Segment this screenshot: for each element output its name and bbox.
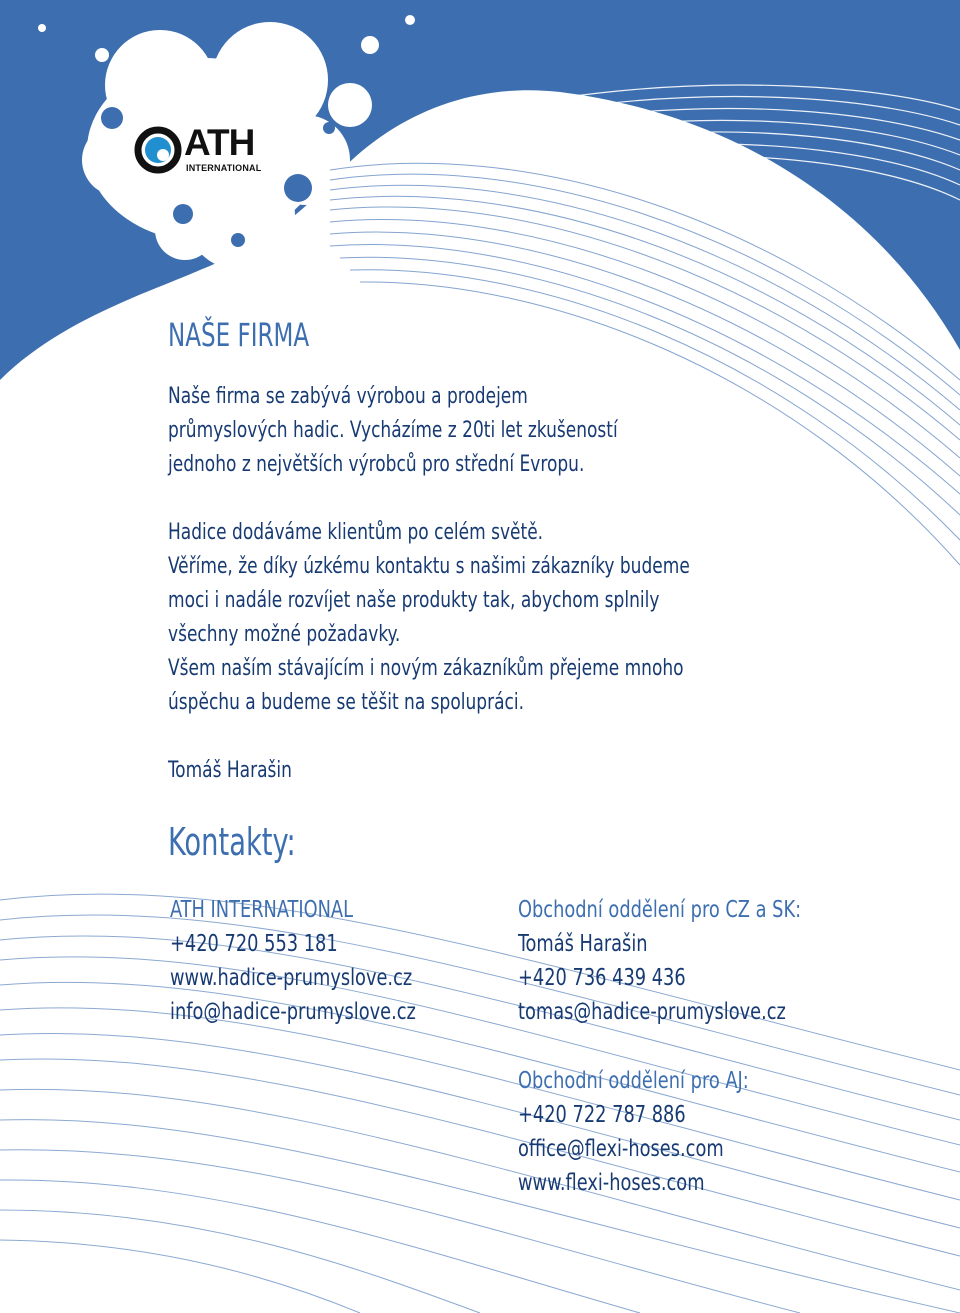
section-title: NAŠE FIRMA	[168, 316, 310, 354]
intro-line: průmyslových hadic. Vycházíme z 20ti let zkušeností	[168, 418, 618, 443]
sales-aj-phone[interactable]: +420 722 787 886	[518, 1102, 686, 1128]
body-line: úspěchu a budeme se těšit na spolupráci.	[168, 690, 524, 715]
body-line: Všem naším stávajícím i novým zákazníkům přejeme mnoho	[168, 656, 684, 681]
intro-line: jednoho z největších výrobců pro střední Evropu.	[168, 452, 585, 477]
sales-cz-sk-email-link[interactable]: tomas@hadice-prumyslove.cz	[518, 999, 786, 1025]
body-line: všechny možné požadavky.	[168, 622, 401, 647]
logo-text: ATH	[184, 122, 255, 163]
company-email-link[interactable]: info@hadice-prumyslove.cz	[170, 999, 416, 1025]
sales-aj-web-link[interactable]: www.flexi-hoses.com	[518, 1170, 705, 1196]
bottom-line-fan	[0, 894, 960, 1313]
logo-circle-icon	[134, 126, 182, 174]
contacts-title: Kontakty:	[168, 820, 296, 864]
intro-line: Naše firma se zabývá výrobou a prodejem	[168, 384, 528, 409]
signature: Tomáš Harašin	[168, 758, 292, 783]
body-line: moci i nadále rozvíjet naše produkty tak, abychom splnily	[168, 588, 660, 613]
body-line: Věříme, že díky úzkému kontaktu s našimi zákazníky budeme	[168, 554, 690, 579]
company-web-link[interactable]: www.hadice-prumyslove.cz	[170, 965, 413, 991]
sales-aj-email-link[interactable]: office@flexi-hoses.com	[518, 1136, 724, 1162]
body-line: Hadice dodáváme klientům po celém světě.	[168, 520, 544, 545]
company-logo	[134, 122, 274, 182]
logo-subtitle: INTERNATIONAL	[186, 163, 262, 173]
company-name: ATH INTERNATIONAL	[170, 897, 354, 923]
sales-cz-sk-heading: Obchodní oddělení pro CZ a SK:	[518, 897, 802, 923]
sales-cz-sk-person: Tomáš Harašin	[518, 931, 648, 957]
sales-cz-sk-phone[interactable]: +420 736 439 436	[518, 965, 686, 991]
company-phone[interactable]: +420 720 553 181	[170, 931, 338, 957]
sales-aj-heading: Obchodní oddělení pro AJ:	[518, 1068, 749, 1094]
